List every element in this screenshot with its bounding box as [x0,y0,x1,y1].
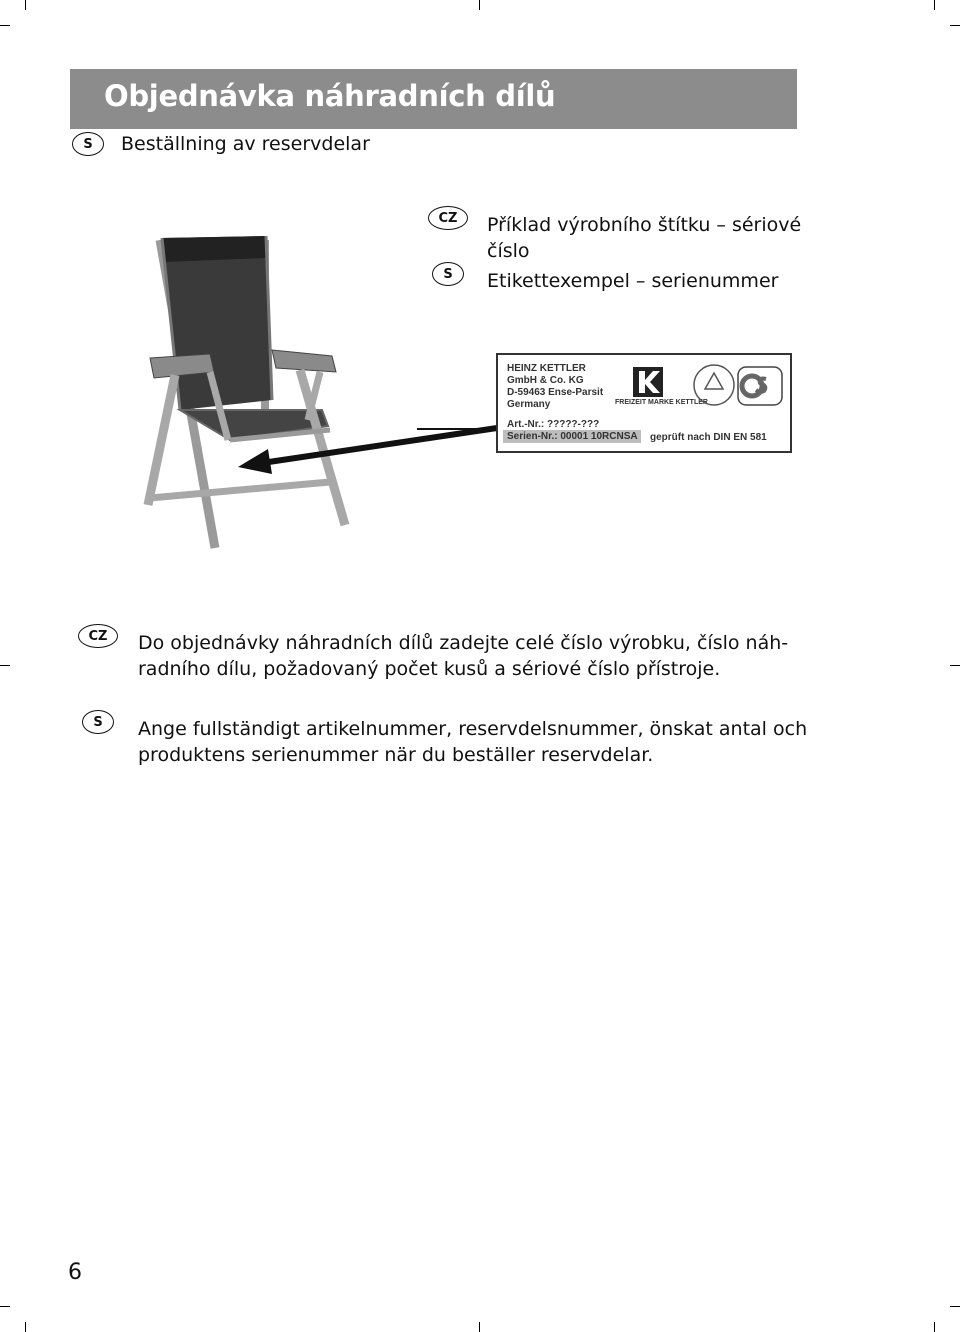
crop-mark [25,1322,26,1332]
language-badge-cz: CZ [428,206,468,230]
page-title: Objednávka náhradních dílů [104,79,556,113]
label-company-line: GmbH & Co. KG [507,375,584,386]
label-din-standard: geprüft nach DIN EN 581 [650,432,767,443]
page-number: 6 [68,1260,82,1285]
crop-mark [950,1306,960,1307]
figure-caption-cz: Příklad výrobního štítku – sériové číslo [487,214,802,262]
crop-mark [934,1322,935,1332]
crop-mark [950,665,960,666]
crop-mark [0,1306,10,1307]
chair-illustration [0,0,960,600]
gs-certification-icon [692,361,786,409]
label-article-number: Art.-Nr.: ?????-??? [507,419,600,430]
label-company-line: D-59463 Ense-Parsit [507,387,604,398]
label-brand: FREIZEIT MARKE KETTLER [615,399,708,406]
instruction-paragraph-cz: Do objednávky náhradních dílů zadejte celé číslo výrobku, číslo náh-radního dílu, požadovaný počet kusů a sériové číslo přístroje. [138,632,789,680]
kettler-logo-icon [633,367,663,397]
label-company-line: Germany [507,399,551,410]
label-company-line: HEINZ KETTLER [507,363,586,374]
language-badge-cz: CZ [78,624,118,648]
instruction-paragraph-s: Ange fullständigt artikelnummer, reservdelsnummer, önskat antal och produktens serienummer när du beställer reservdelar. [138,718,808,766]
label-serial-number: Serien-Nr.: 00001 10RCNSA [507,431,638,442]
crop-mark [0,665,10,666]
language-badge-s: S [82,710,114,734]
crop-mark [479,1322,480,1332]
language-badge-s: S [72,132,104,156]
language-badge-s: S [432,262,464,286]
figure-caption-s: Etikettexempel – serienummer [487,270,779,292]
page-subtitle: Beställning av reservdelar [121,133,370,155]
product-rating-label [496,353,792,453]
